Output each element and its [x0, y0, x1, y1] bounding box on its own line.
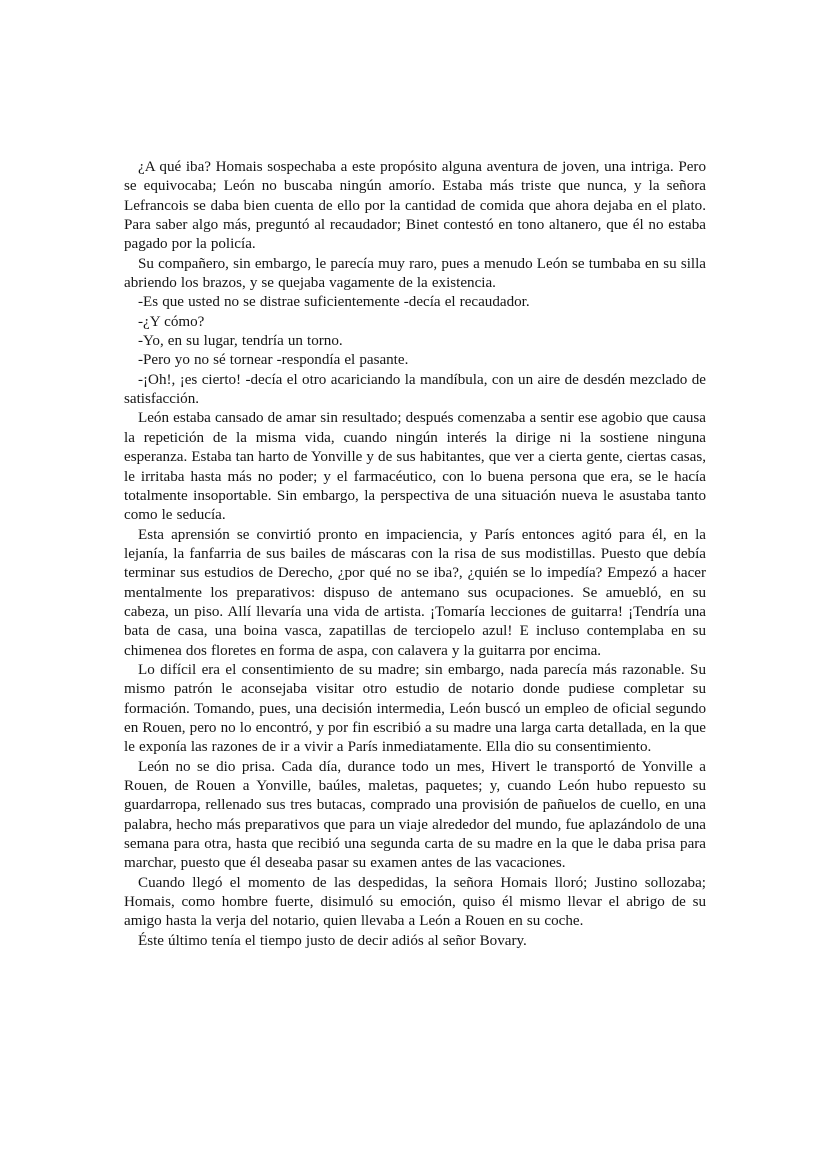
dialogue-line: -Yo, en su lugar, tendría un torno. [138, 333, 343, 350]
paragraph: León estaba cansado de amar sin resultado; después comenzaba a sentir ese agobio que causa la repetición de la misma vida, cuando ningún interés la dirige ni la sostiene ninguna esperanza. Estaba tan harto de Yonville y de sus habitantes, que ver a cierta gente, ciertas casas, le irritaba hasta más no poder; y el farmacéutico, con lo buena persona que era, se le hacía totalmente insoportable. Sin embargo, la perspectiva de una situación nueva le asustaba tanto como le seducía. [124, 410, 706, 524]
paragraph: Esta aprensión se convirtió pronto en impaciencia, y París entonces agitó para él, en la lejanía, la fanfarria de sus bailes de máscaras con la risa de sus modistillas. Puesto que debía terminar sus estudios de Derecho, ¿por qué no se iba?, ¿quién se lo impedía? Empezó a hacer mentalmente los preparativos: dispuso de antemano sus ocupaciones. Se amuebló, en su cabeza, un piso. Allí llevaría una vida de artista. ¡Tomaría lecciones de guitarra! ¡Tendría una bata de casa, una boina vasca, zapatillas de terciopelo azul! E incluso contemplaba en su chimenea dos floretes en forma de aspa, con calavera y la guitarra por encima. [124, 526, 706, 659]
body-text-block [124, 158, 706, 951]
paragraph: Cuando llegó el momento de las despedidas, la señora Homais lloró; Justino sollozaba; Homais, como hombre fuerte, disimuló su emoción, quiso él mismo llevar el abrigo de su amigo hasta la verja del notario, quien llevaba a León a Rouen en su coche. [124, 874, 706, 930]
paragraph: León no se dio prisa. Cada día, durance todo un mes, Hivert le transportó de Yonville a Rouen, de Rouen a Yonville, baúles, maletas, paquetes; y, cuando León hubo repuesto su guardarropa, rellenado sus tres butacas, comprado una provisión de pañuelos de cuello, en una palabra, hecho más preparativos que para un viaje alrededor del mundo, fue aplazándolo de una semana para otra, hasta que recibió una segunda carta de su madre en la que le daba prisa para marchar, puesto que él deseaba pasar su examen antes de las vacaciones. [124, 758, 706, 872]
paragraph: ¿A qué iba? Homais sospechaba a este propósito alguna aventura de joven, una intriga. Pero se equivocaba; León no buscaba ningún amorío. Estaba más triste que nunca, y la señora Lefrancois se daba bien cuenta de ello por la cantidad de comida que ahora dejaba en el plato. Para saber algo más, preguntó al recaudador; Binet contestó en tono altanero, que él no estaba pagado por la policía. [124, 159, 706, 253]
dialogue-line: -Pero yo no sé tornear -respondía el pasante. [138, 352, 409, 369]
dialogue-line: -¿Y cómo? [138, 313, 205, 330]
dialogue-line: -Es que usted no se distrae suficientemente -decía el recaudador. [138, 294, 530, 311]
dialogue-line: -¡Oh!, ¡es cierto! -decía el otro acariciando la mandíbula, con un aire de desdén mezclado de satisfacción. [124, 371, 706, 408]
paragraph: Lo difícil era el consentimiento de su madre; sin embargo, nada parecía más razonable. Su mismo patrón le aconsejaba visitar otro estudio de notario donde pudiese completar su formación. Tomando, pues, una decisión intermedia, León buscó un empleo de oficial segundo en Rouen, pero no lo encontró, y por fin escribió a su madre una larga carta detallada, en la que le exponía las razones de ir a vivir a París inmediatamente. Ella dio su consentimiento. [124, 661, 706, 756]
paragraph: Éste último tenía el tiempo justo de decir adiós al señor Bovary. [138, 932, 527, 949]
paragraph: Su compañero, sin embargo, le parecía muy raro, pues a menudo León se tumbaba en su silla abriendo los brazos, y se quejaba vagamente de la existencia. [124, 255, 706, 292]
